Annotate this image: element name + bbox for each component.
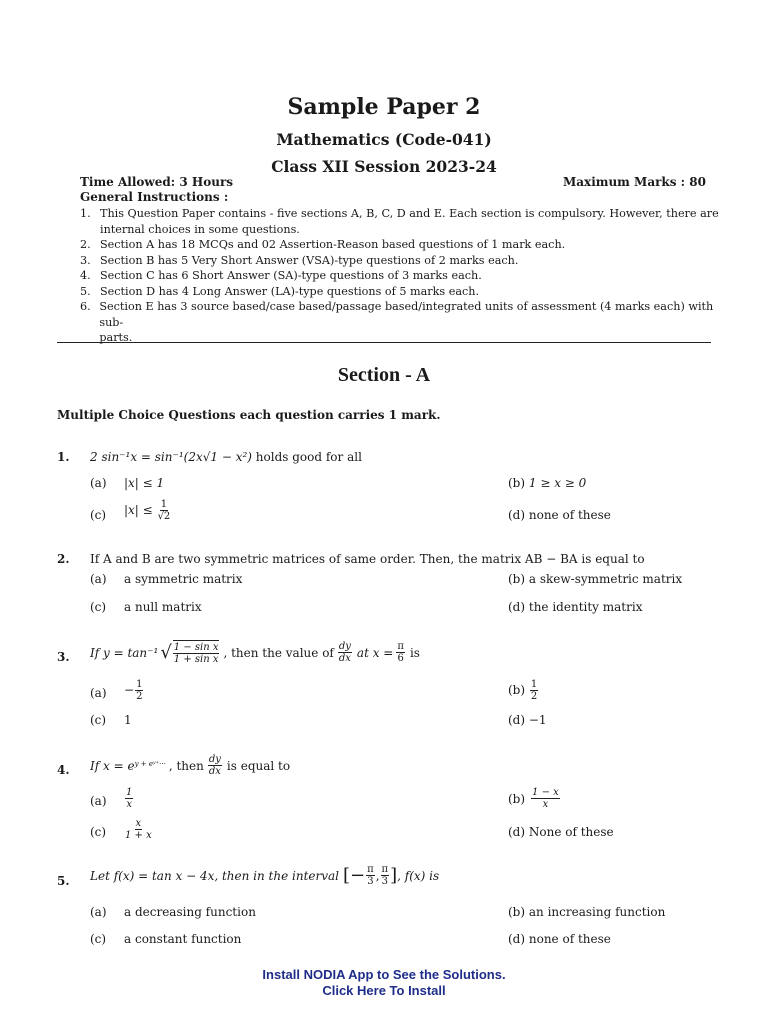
option-b: (b) a skew-symmetric matrix	[508, 572, 683, 586]
fraction: $\frac{1}{2}$	[530, 679, 538, 702]
divider	[57, 342, 711, 343]
question-text: If y = tan⁻¹ √ $\frac{\text{1 − sin x}}{\text{1 + sin x}}$ , then the value of $\frac{dy}{dx}$ at x = $\frac{\pi}{6}$ is	[90, 641, 420, 665]
instruction-item: 2. Section A has 18 MCQs and 02 Assertion-Reason based questions of 1 mark each.	[80, 238, 566, 251]
fraction: $\frac{dy}{dx}$	[338, 641, 351, 664]
option-c-text: |x| ≤ $\frac{1}{√2}$	[124, 499, 171, 522]
fraction: $\frac{x}{1 + x}$	[125, 818, 152, 841]
install-app-link[interactable]: Install NODIA App to See the Solutions.	[262, 967, 506, 982]
fraction: $\frac{dy}{dx}$	[208, 754, 221, 777]
option-a-text: a symmetric matrix	[124, 572, 243, 586]
instruction-item: 1. This Question Paper contains - five sections A, B, C, D and E. Each section is compulsory. However, there are internal choices in some questions.	[80, 207, 719, 236]
time-allowed: Time Allowed: 3 Hours	[80, 175, 234, 189]
question-number: 1.	[57, 450, 70, 464]
option-b: (b) $\frac{1}{2}$	[508, 679, 538, 702]
fraction: $\frac{\pi}{3}$	[367, 864, 374, 887]
option-a: (a)	[90, 686, 107, 700]
fraction: $\frac{\text{1 − sin x}}{\text{1 + sin x}}$	[173, 642, 219, 665]
question-text: If A and B are two symmetric matrices of same order. Then, the matrix AB − BA is equal to	[90, 552, 645, 566]
instruction-item: 5. Section D has 4 Long Answer (LA)-type questions of 5 marks each.	[80, 284, 480, 298]
question-text: If x = e y + eʸ⁺··· , then $\frac{dy}{dx}$ is equal to	[90, 754, 291, 777]
option-d: (d) None of these	[508, 825, 614, 839]
option-a-text	[124, 787, 134, 810]
option-c: (c)	[90, 932, 107, 946]
question-number: 5.	[57, 874, 70, 888]
option-c: (c)	[90, 508, 107, 522]
option-d: (d) none of these	[508, 508, 611, 522]
section-note: Multiple Choice Questions each question carries 1 mark.	[57, 408, 441, 422]
option-a: (a)	[90, 794, 107, 808]
option-a: (a)	[90, 572, 107, 586]
option-c: (c)	[90, 600, 107, 614]
option-d: (d) −1	[508, 713, 547, 727]
fraction: $\frac{1 - x}{x}$	[532, 787, 559, 810]
fraction: $\frac{1}{x}$	[126, 787, 133, 810]
section-title: Section - A	[337, 364, 431, 386]
sqrt-sign: √	[160, 641, 172, 663]
option-c: (c)	[90, 713, 107, 727]
instructions-list	[80, 206, 720, 346]
option-a-text: − $\frac{1}{2}$	[124, 679, 143, 702]
question-number: 3.	[57, 650, 70, 664]
question-number: 2.	[57, 552, 70, 566]
question-number: 4.	[57, 763, 70, 777]
option-c-text	[124, 818, 153, 841]
option-c-text: 1	[124, 713, 132, 727]
install-button-link[interactable]: Click Here To Install	[322, 983, 446, 998]
class-session: Class XII Session 2023-24	[271, 157, 497, 176]
option-a-text: a decreasing function	[124, 905, 256, 919]
option-c-text: a null matrix	[124, 600, 202, 614]
fraction: $\frac{1}{√2}$	[157, 499, 171, 522]
option-c: (c)	[90, 825, 107, 839]
option-a: (a)	[90, 476, 107, 490]
subject-title: Mathematics (Code-041)	[276, 130, 492, 149]
max-marks: Maximum Marks : 80	[562, 175, 706, 189]
option-a-text: |x| ≤ 1	[124, 476, 165, 490]
instruction-item: 4. Section C has 6 Short Answer (SA)-type questions of 3 marks each.	[80, 269, 482, 282]
paper-title: Sample Paper 2	[287, 94, 481, 120]
option-d: (d) none of these	[508, 932, 611, 946]
option-b: (b) 1 ≥ x ≥ 0	[508, 476, 587, 490]
instructions-heading: General Instructions :	[80, 190, 229, 204]
option-a: (a)	[90, 905, 107, 919]
question-text: Let f(x) = tan x − 4x, then in the interval [− $\frac{\pi}{3}$ , $\frac{\pi}{3}$ ] , f(x) is	[90, 864, 440, 887]
instruction-item: 6. Section E has 3 source based/case based/passage based/integrated units of assessment (4 marks each) with sub- parts.	[80, 300, 714, 344]
question-text: 2 sin⁻¹x = sin⁻¹(2x√1 − x²) holds good for all	[90, 450, 362, 464]
fraction: $\frac{\pi}{6}$	[397, 641, 404, 664]
fraction: $\frac{1}{2}$	[136, 679, 143, 702]
instruction-item: 3. Section B has 5 Very Short Answer (VSA)-type questions of 2 marks each.	[80, 253, 519, 267]
option-b: (b) $\frac{1 - x}{x}$	[508, 787, 559, 810]
option-b: (b) an increasing function	[508, 905, 666, 919]
option-d: (d) the identity matrix	[508, 600, 643, 614]
fraction: $\frac{\pi}{3}$	[381, 864, 389, 887]
option-c-text: a constant function	[124, 932, 242, 946]
